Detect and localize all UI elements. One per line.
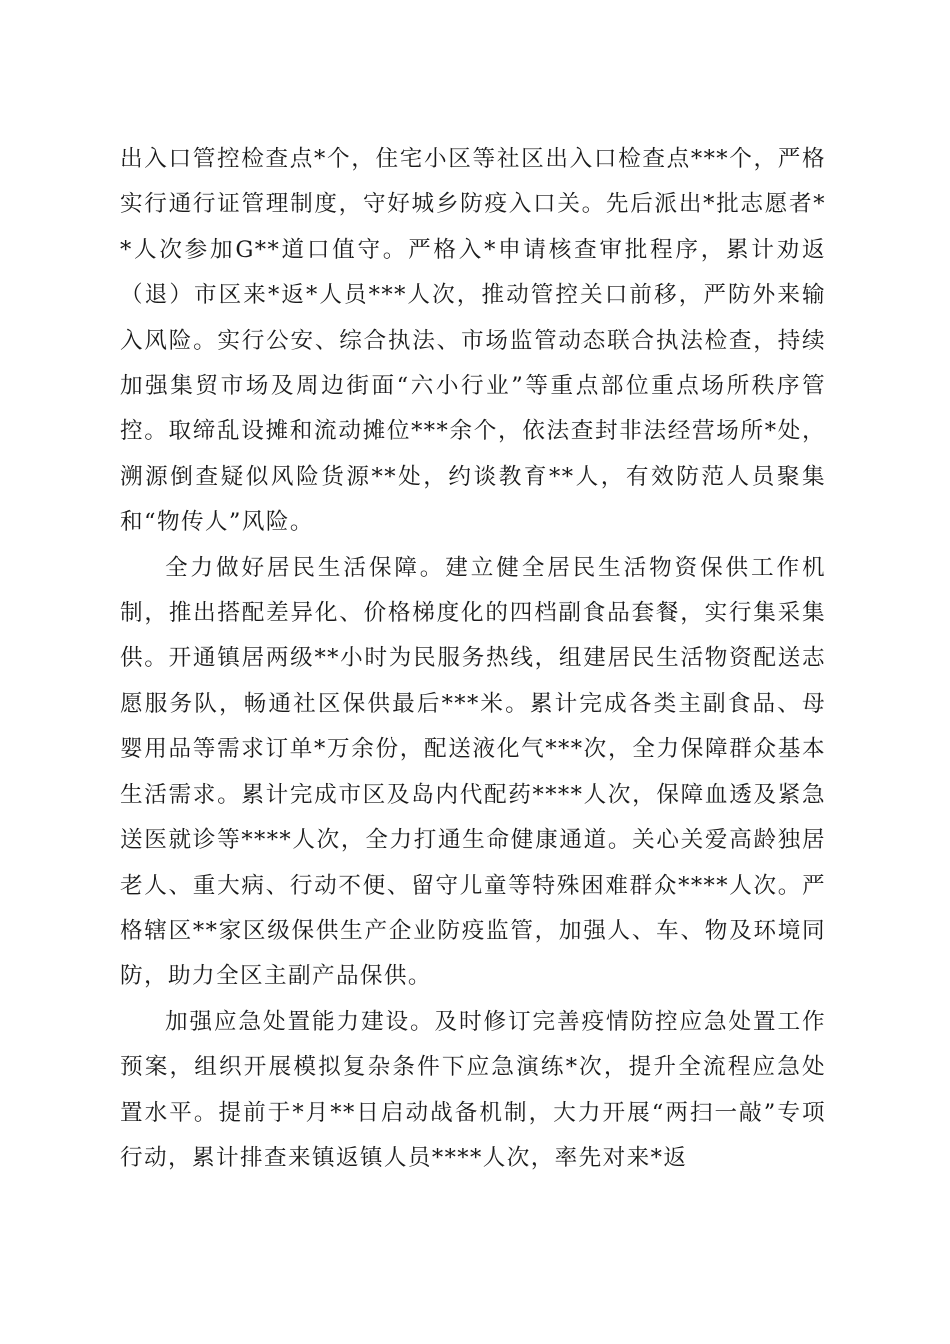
paragraph-checkpoint-control: 出入口管控检查点*个，住宅小区等社区出入口检查点***个，严格实行通行证管理制度，守好城乡防疫入口关。先后派出*批志愿者**人次参加G**道口值守。严格入*申请核查审批程序，累计劝返（退）市区来*返*人员***人次，推动管控关口前移，严防外来输入风险。实行公安、综合执法、市场监管动态联合执法检查，持续加强集贸市场及周边街面“六小行业”等重点部位重点场所秩序管控。取缔乱设摊和流动摊位***余个，依法查封非法经营场所*处，溯源倒查疑似风险货源**处，约谈教育**人，有效防范人员聚集和“物传人”风险。 xyxy=(120,146,826,536)
paragraph-resident-supply: 全力做好居民生活保障。建立健全居民生活物资保供工作机制，推出搭配差异化、价格梯度化的四档副食品套餐，实行集采集供。开通镇居两级**小时为民服务热线，组建居民生活物资配送志愿服务队，畅通社区保供最后***米。累计完成各类主副食品、母婴用品等需求订单*万余份，配送液化气***次，全力保障群众基本生活需求。累计完成市区及岛内代配药****人次，保障血透及紧急送医就诊等****人次，全力打通生命健康通道。关心关爱高龄独居老人、重大病、行动不便、留守儿童等特殊困难群众****人次。严格辖区**家区级保供生产企业防疫监管，加强人、车、物及环境同防，助力全区主副产品保供。 xyxy=(120,554,826,990)
paragraph-emergency-response: 加强应急处置能力建设。及时修订完善疫情防控应急处置工作预案，组织开展模拟复杂条件下应急演练*次，提升全流程应急处置水平。提前于*月**日启动战备机制，大力开展“两扫一敲”专项行动，累计排查来镇返镇人员****人次，率先对来*返 xyxy=(120,1008,826,1171)
document-page xyxy=(120,137,826,1181)
